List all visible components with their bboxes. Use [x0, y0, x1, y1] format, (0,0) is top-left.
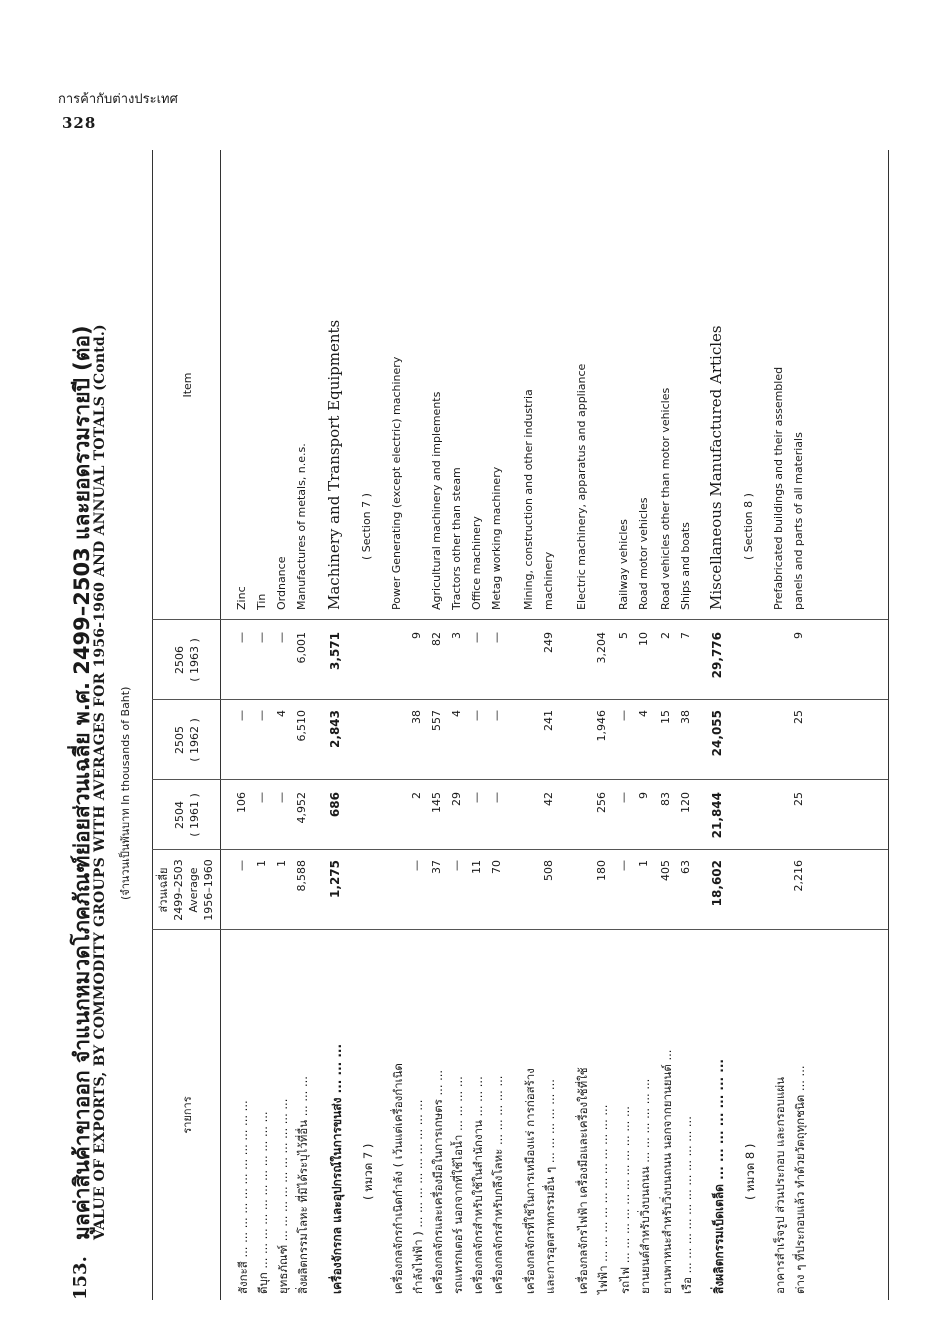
row-item-thai: สังกะสี ... ... ... ... ... ... ... ... ... ... ...	[236, 1100, 250, 1294]
row-item-thai: กำลังไฟฟ้า ) ... ... ... ... ... ... ... ... ...	[411, 1099, 425, 1294]
row-item-english: Agricultural machinery and implements	[430, 391, 443, 610]
row-value-y2505: 4	[275, 710, 288, 717]
row-value-y2505: 2,843	[328, 710, 342, 748]
row-value-avg: 180	[595, 860, 608, 881]
row-value-y2504: 686	[328, 792, 342, 818]
row-value-y2506: 3,571	[328, 632, 342, 670]
row-item-thai: และการอุตสาหกรรมอื่น ๆ ... ... ... ... ... ...	[543, 1079, 557, 1294]
col-head-2505: 2505 ( 1962 )	[173, 718, 201, 762]
row-value-avg: —	[617, 860, 630, 871]
row-value-y2504: 25	[792, 792, 805, 806]
row-value-y2505: 24,055	[710, 710, 724, 757]
row-item-english: Metag working machinery	[490, 466, 503, 610]
row-value-avg: 37	[430, 860, 443, 874]
row-item-english: Road motor vehicles	[637, 497, 650, 610]
row-value-y2504: —	[255, 792, 268, 803]
row-value-y2505: 6,510	[295, 710, 308, 742]
row-value-y2506: —	[235, 632, 248, 643]
row-value-y2504: 256	[595, 792, 608, 813]
row-item-thai: เครื่องกลจักรกำเนิดกำลัง ( เว้นแต่เครื่องกำเนิด	[391, 1063, 405, 1294]
row-value-y2505: 1,946	[595, 710, 608, 742]
table-title-english: VALUE OF EXPORTS, BY COMMODITY GROUPS WITH AVERAGES FOR 1956-1960 AND ANNUAL TOTALS (Contd.)	[92, 324, 108, 1240]
row-item-thai: ยุทธภัณฑ์ ... ... ... ... ... ... ... ... ... ...	[276, 1098, 290, 1294]
row-value-avg: 8,588	[295, 860, 308, 892]
row-value-y2506: 29,776	[710, 632, 724, 679]
row-item-thai: ดีบุก ... ... ... ... ... ... ... ... ... ... ...	[256, 1111, 270, 1294]
row-value-y2505: —	[235, 710, 248, 721]
row-item-english: Office machinery	[470, 516, 483, 610]
row-item-thai: อาคารสำเร็จรูป ส่วนประกอบ และกรอบแผ่น	[773, 1077, 787, 1294]
row-item-thai: ยานยนต์สำหรับวิ่งบนถนน ... ... ... ... ... ...	[638, 1078, 652, 1294]
row-value-y2505: —	[617, 710, 630, 721]
row-value-y2504: 2	[410, 792, 423, 799]
row-item-english: Railway vehicles	[617, 519, 630, 610]
row-value-avg: —	[450, 860, 463, 871]
row-value-y2506: 10	[637, 632, 650, 646]
row-value-y2506: —	[470, 632, 483, 643]
row-item-thai: เรือ ... ... ... ... ... ... ... ... ... ... ...	[680, 1116, 694, 1294]
row-value-y2504: —	[617, 792, 630, 803]
row-value-avg: 2,216	[792, 860, 805, 892]
row-item-thai: สิ่งผลิตกรรมเบ็ดเตล็ด ... ... ... ... ... ... ...	[712, 1059, 726, 1294]
row-value-avg: 1	[275, 860, 288, 867]
row-item-english: ( Section 7 )	[360, 493, 373, 560]
row-item-thai: รถไฟ ... ... ... ... ... ... ... ... ... ... ...	[618, 1106, 632, 1294]
row-item-english: Tractors other than steam	[450, 467, 463, 610]
row-value-y2506: 5	[617, 632, 630, 639]
row-item-english: ( Section 8 )	[742, 493, 755, 560]
row-item-english: Zinc	[235, 586, 248, 610]
row-value-avg: 1	[637, 860, 650, 867]
row-item-thai: ไฟฟ้า ... ... ... ... ... ... ... ... ... ... ...	[596, 1104, 610, 1294]
row-value-avg: 1,275	[328, 860, 342, 898]
row-value-y2505: 38	[679, 710, 692, 724]
section-header: การค้ากับต่างประเทศ	[58, 92, 178, 107]
row-value-y2504: 21,844	[710, 792, 724, 839]
row-item-thai: เครื่องกลจักรสำหรับกลึงโลหะ ... ... ... ... ...	[491, 1075, 505, 1294]
row-value-avg: —	[235, 860, 248, 871]
row-value-avg: 63	[679, 860, 692, 874]
row-item-thai: ( หมวด 7 )	[361, 1143, 375, 1200]
row-value-y2504: —	[470, 792, 483, 803]
row-value-avg: —	[410, 860, 423, 871]
col-divider	[152, 619, 888, 620]
table-number: 153.	[70, 1256, 91, 1300]
row-value-y2505: —	[255, 710, 268, 721]
row-value-avg: 11	[470, 860, 483, 874]
row-value-y2505: 4	[450, 710, 463, 717]
row-item-thai: เครื่องกลจักรที่ใช้ในการเหมืองแร่ การก่อสร้าง	[523, 1068, 537, 1294]
row-value-avg: 70	[490, 860, 503, 874]
row-value-y2504: 42	[542, 792, 555, 806]
row-value-y2504: 9	[637, 792, 650, 799]
row-value-y2505: 15	[659, 710, 672, 724]
row-value-y2506: 7	[679, 632, 692, 639]
row-item-english: Manufactures of metals, n.e.s.	[295, 443, 308, 610]
row-value-y2505: 4	[637, 710, 650, 717]
row-value-y2504: 145	[430, 792, 443, 813]
row-value-avg: 18,602	[710, 860, 724, 907]
row-value-y2504: 4,952	[295, 792, 308, 824]
row-item-thai: รถแทรกเตอร์ นอกจากที่ใช้ไอน้ำ ... ... ... ...	[451, 1076, 465, 1294]
row-item-english: Miscellaneous Manufactured Articles	[707, 325, 725, 610]
row-value-y2505: —	[490, 710, 503, 721]
row-item-english: Ordnance	[275, 556, 288, 610]
bottom-rule	[888, 150, 889, 1300]
row-value-y2505: —	[470, 710, 483, 721]
row-item-english: panels and parts of all materials	[792, 432, 805, 610]
row-item-english: Road vehicles other than motor vehicles	[659, 387, 672, 610]
top-rule	[152, 150, 153, 1300]
row-item-english: Electric machinery, apparatus and appliance	[575, 363, 588, 610]
rotated-table	[70, 150, 890, 1300]
row-value-y2506: 9	[410, 632, 423, 639]
row-item-english: Mining, construction and other industria	[522, 389, 535, 610]
row-value-y2505: 38	[410, 710, 423, 724]
row-item-thai: เครื่องกลจักรไฟฟ้า เครื่องมือและเครื่องใช้ที่ใช้	[576, 1067, 590, 1294]
row-value-y2506: 249	[542, 632, 555, 653]
row-value-y2504: 120	[679, 792, 692, 813]
row-value-y2506: —	[255, 632, 268, 643]
row-item-english: Tin	[255, 593, 268, 610]
table-title-thai: มูลค่าสินค้าขาออก จำแนกหมวดโภคภัณฑ์ย่อยส่วนเฉลี่ย พ.ศ. 2499–2503 และยอดรวมรายปี (ต่อ)	[70, 325, 94, 1240]
row-item-thai: เครื่องจักรกล และอุปกรณ์ในการขนส่ง ... ... ...	[330, 1043, 344, 1294]
row-item-thai: ( หมวด 8 )	[743, 1143, 757, 1200]
row-value-avg: 405	[659, 860, 672, 881]
col-head-2504: 2504 ( 1961 )	[173, 793, 201, 837]
row-value-y2506: 82	[430, 632, 443, 646]
row-item-thai: เครื่องกลจักรสำหรับใช้ในสำนักงาน ... ... ...	[471, 1076, 485, 1294]
row-value-y2504: 83	[659, 792, 672, 806]
row-value-y2504: 106	[235, 792, 248, 813]
table-unit: (จำนวนเป็นพันบาท In thousands of Baht)	[119, 686, 132, 900]
row-value-y2506: 6,001	[295, 632, 308, 664]
col-head-item-thai: รายการ	[181, 1096, 194, 1134]
row-item-thai: ยานพาหนะสำหรับวิ่งบนถนน นอกจากยานยนต์ ...	[660, 1049, 674, 1294]
row-value-y2506: 2	[659, 632, 672, 639]
row-item-english: Machinery and Transport Equipments	[325, 319, 343, 610]
row-item-english: Prefabricated buildings and their assembled	[772, 366, 785, 610]
row-item-english: machinery	[542, 551, 555, 610]
row-item-english: Ships and boats	[679, 522, 692, 610]
row-value-y2506: 3,204	[595, 632, 608, 664]
row-value-y2506: 9	[792, 632, 805, 639]
row-item-english: Power Generating (except electric) machinery	[390, 356, 403, 610]
header-rule	[220, 150, 221, 1300]
row-item-thai: สิ่งผลิตกรรมโลหะ ที่มิได้ระบุไว้ที่อื่น ... ... ...	[296, 1076, 310, 1294]
page-number: 328	[62, 114, 97, 132]
col-head-item-english: Item	[181, 372, 194, 398]
row-value-y2504: —	[275, 792, 288, 803]
row-value-avg: 508	[542, 860, 555, 881]
row-item-thai: ต่าง ๆ ที่ประกอบแล้ว ทำด้วยวัตถุทุกชนิด ... ...	[793, 1065, 807, 1294]
row-value-y2506: —	[490, 632, 503, 643]
row-value-y2505: 25	[792, 710, 805, 724]
row-value-y2504: 29	[450, 792, 463, 806]
row-value-y2506: 3	[450, 632, 463, 639]
row-value-avg: 1	[255, 860, 268, 867]
table-title-block	[70, 150, 150, 1300]
row-value-y2504: —	[490, 792, 503, 803]
col-divider	[152, 699, 888, 700]
row-item-thai: เครื่องกลจักรและเครื่องมือในการเกษตร ... ...	[431, 1069, 445, 1294]
row-value-y2505: 557	[430, 710, 443, 731]
row-value-y2506: —	[275, 632, 288, 643]
row-value-y2505: 241	[542, 710, 555, 731]
col-head-2506: 2506 ( 1963 )	[173, 638, 201, 682]
col-head-average: ส่วนเฉลี่ย 2499–2503 Average 1956–1960	[157, 859, 215, 921]
